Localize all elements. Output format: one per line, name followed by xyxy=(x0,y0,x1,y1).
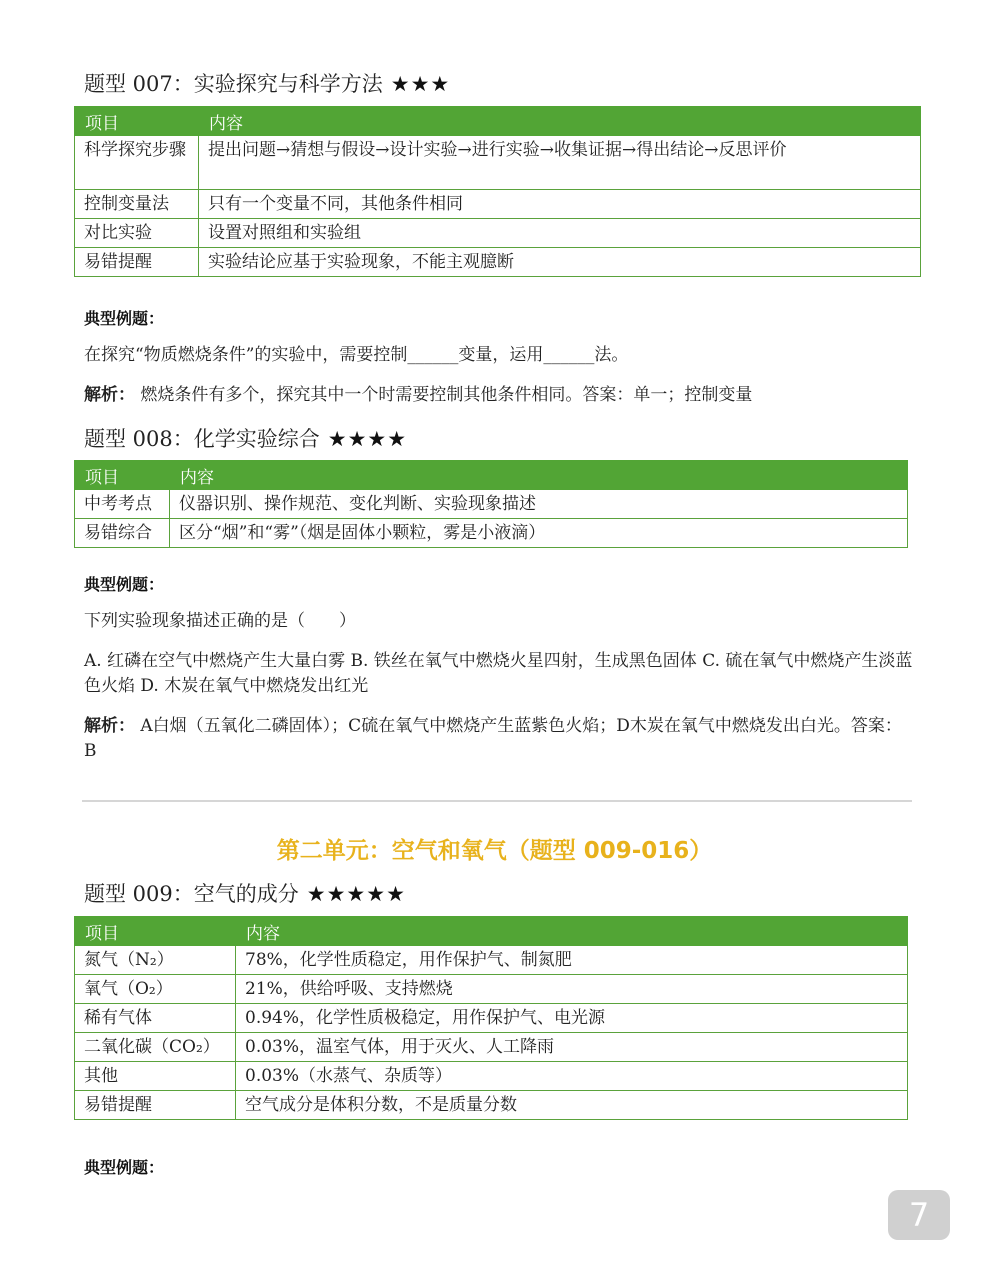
table-row xyxy=(75,219,921,248)
row-content: 21%，供给呼吸、支持燃烧 xyxy=(236,975,908,1004)
row-label: 氮气（N₂） xyxy=(75,946,236,975)
analysis-label: 解析： xyxy=(84,716,135,736)
example-label: 典型例题： xyxy=(84,575,165,594)
row-content: 只有一个变量不同，其他条件相同 xyxy=(199,190,921,219)
row-label: 科学探究步骤 xyxy=(75,136,199,190)
header-item: 项目 xyxy=(75,107,199,136)
row-content: 设置对照组和实验组 xyxy=(199,219,921,248)
analysis-text: A白烟（五氧化二磷固体）；C硫在氧气中燃烧产生蓝紫色火焰；D木炭在氧气中燃烧发出白光。答案：B xyxy=(84,716,902,761)
row-content: 提出问题→猜想与假设→设计实验→进行实验→收集证据→得出结论→反思评价 xyxy=(199,136,921,190)
header-item: 项目 xyxy=(75,917,236,946)
table-header-row xyxy=(75,461,908,490)
section-009-heading xyxy=(84,880,406,908)
header-content: 内容 xyxy=(170,461,908,490)
table-row xyxy=(75,946,908,975)
header-content: 内容 xyxy=(236,917,908,946)
example-label: 典型例题： xyxy=(84,309,165,328)
section-008-stars: ★★★★ xyxy=(327,427,408,451)
row-content: 0.03%，温室气体，用于灭火、人工降雨 xyxy=(236,1033,908,1062)
analysis-text: 燃烧条件有多个，探究其中一个时需要控制其他条件相同。答案：单一；控制变量 xyxy=(140,385,753,405)
row-content: 0.94%，化学性质极稳定，用作保护气、电光源 xyxy=(236,1004,908,1033)
page-number-badge: 7 xyxy=(888,1190,950,1240)
section-009-title: 题型 009：空气的成分 xyxy=(84,882,299,906)
row-content: 区分“烟”和“雾”（烟是固体小颗粒，雾是小液滴） xyxy=(170,519,908,548)
row-label: 易错提醒 xyxy=(75,248,199,277)
analysis-paragraph xyxy=(84,383,914,408)
row-label: 对比实验 xyxy=(75,219,199,248)
table-row xyxy=(75,190,921,219)
table-row xyxy=(75,1033,908,1062)
row-content: 空气成分是体积分数，不是质量分数 xyxy=(236,1091,908,1120)
section-divider xyxy=(82,800,912,802)
table-header-row xyxy=(75,917,908,946)
table-row xyxy=(75,490,908,519)
table-row xyxy=(75,248,921,277)
row-content: 0.03%（水蒸气、杂质等） xyxy=(236,1062,908,1091)
row-label: 二氧化碳（CO₂） xyxy=(75,1033,236,1062)
table-row xyxy=(75,975,908,1004)
row-label: 控制变量法 xyxy=(75,190,199,219)
row-content: 78%，化学性质稳定，用作保护气、制氮肥 xyxy=(236,946,908,975)
section-007-table xyxy=(74,106,921,277)
row-label: 易错提醒 xyxy=(75,1091,236,1120)
section-008-table xyxy=(74,460,908,548)
row-content: 实验结论应基于实验现象，不能主观臆断 xyxy=(199,248,921,277)
header-item: 项目 xyxy=(75,461,170,490)
example-question: 在探究“物质燃烧条件”的实验中，需要控制______变量，运用______法。 xyxy=(84,345,629,365)
table-row xyxy=(75,1004,908,1033)
section-007-title: 题型 007：实验探究与科学方法 xyxy=(84,72,383,96)
row-label: 稀有气体 xyxy=(75,1004,236,1033)
row-label: 其他 xyxy=(75,1062,236,1091)
example-question: 下列实验现象描述正确的是（ ） xyxy=(84,611,356,631)
section-007-heading xyxy=(84,70,450,98)
table-row xyxy=(75,136,921,190)
section-009-table xyxy=(74,916,908,1120)
row-label: 中考考点 xyxy=(75,490,170,519)
row-label: 氧气（O₂） xyxy=(75,975,236,1004)
row-label: 易错综合 xyxy=(75,519,170,548)
example-label: 典型例题： xyxy=(84,1158,165,1177)
section-009-stars: ★★★★★ xyxy=(306,882,406,906)
table-header-row xyxy=(75,107,921,136)
section-008-heading xyxy=(84,425,407,453)
analysis-label: 解析： xyxy=(84,385,135,405)
table-row xyxy=(75,1091,908,1120)
analysis-paragraph xyxy=(84,714,914,764)
section-007-stars: ★★★ xyxy=(390,72,451,96)
example-options: A. 红磷在空气中燃烧产生大量白雾 B. 铁丝在氧气中燃烧火星四射，生成黑色固体 C. 硫在氧气中燃烧产生淡蓝色火焰 D. 木炭在氧气中燃烧发出红光 xyxy=(84,651,913,696)
section-008-title: 题型 008：化学实验综合 xyxy=(84,427,320,451)
table-row xyxy=(75,519,908,548)
header-content: 内容 xyxy=(199,107,921,136)
row-content: 仪器识别、操作规范、变化判断、实验现象描述 xyxy=(170,490,908,519)
unit-title: 第二单元：空气和氧气（题型 009-016） xyxy=(276,838,713,864)
table-row xyxy=(75,1062,908,1091)
